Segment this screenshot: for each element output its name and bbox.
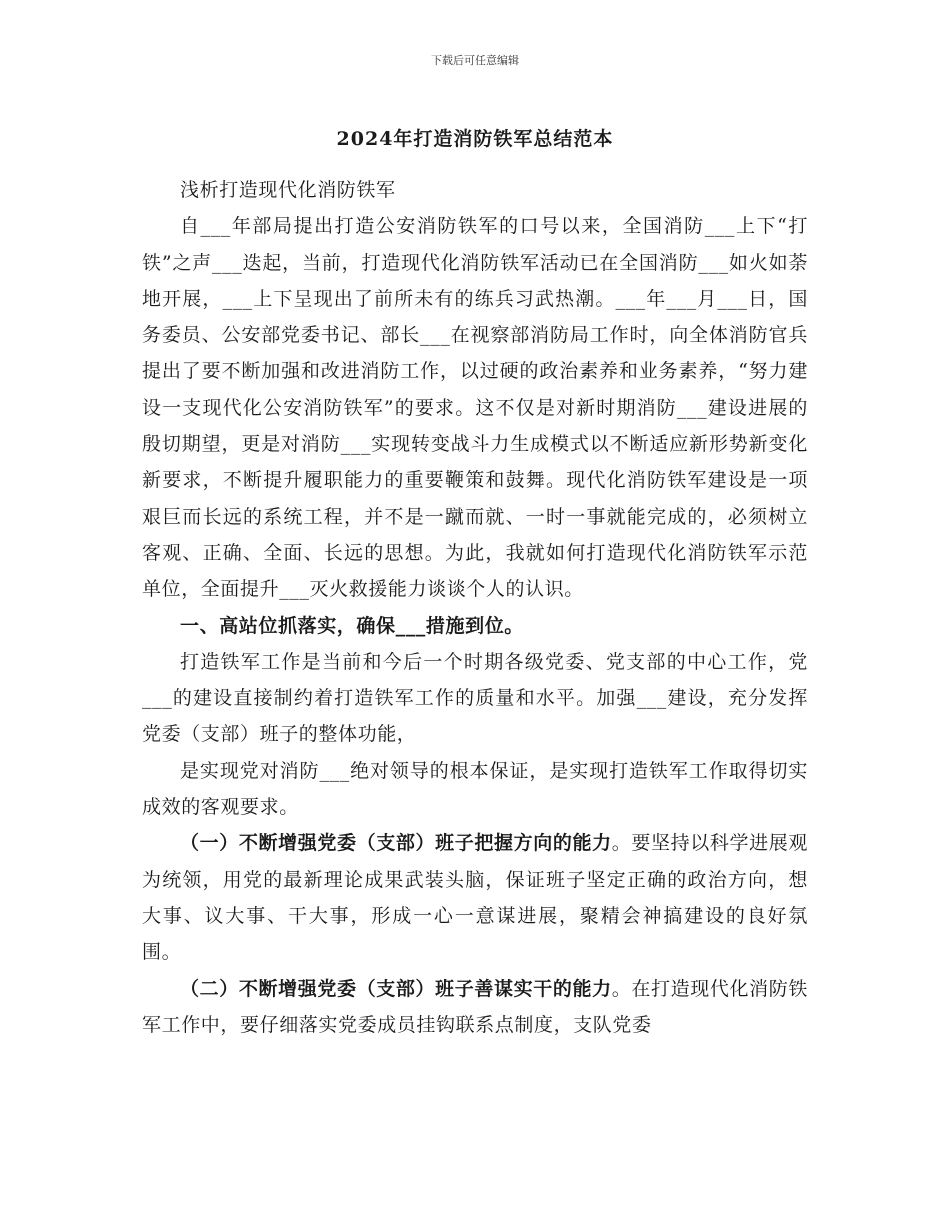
document-title: 2024年打造消防铁军总结范本 [336,128,614,150]
subsection-text-1: 。要坚持以科学进展观为统领，用党的最新理论成果武装头脑，保证班子坚定正确的政治方向，想大事、议大事、干大事，形成一心一意谋进展，聚精会神搞建设的良好氛围。 [142,832,808,964]
page-header-note: 下载后可任意编辑 [431,54,519,67]
subsection-text-2: 。在打造现代化消防铁军工作中，要仔细落实党委成员挂钩联系点制度，支队党委 [142,977,808,1036]
subsection-heading-2: （二）不断增强党委（支部）班子善谋实干的能力 [180,977,612,1000]
paragraph-section-1b: 是实现党对消防___绝对领导的根本保证，是实现打造铁军工作取得切实成效的客观要求。 [142,759,808,819]
subsection-heading-1: （一）不断增强党委（支部）班子把握方向的能力 [180,832,612,855]
paragraph-subsection-2 [142,971,808,1044]
section-heading-1: 一、高站位抓落实，确保___措施到位。 [180,614,524,637]
document-body [142,172,808,1043]
paragraph-intro: 自___年部局提出打造公安消防铁军的口号以来，全国消防___上下“打铁”之声___迭起，当前，打造现代化消防铁军活动已在全国消防___如火如荼地开展，___上下呈现出了前所未有的练兵习武热潮。___年___月___日，国务委员、公安部党委书记、部长___在视察部消防局工作时，向全体消防官兵提出了要不断加强和改进消防工作，以过硬的政治素养和业务素养，“努力建设一支现代化公安消防铁军”的要求。这不仅是对新时期消防___建设进展的殷切期望，更是对消防___实现转变战斗力生成模式以不断适应新形势新变化新要求，不断提升履职能力的重要鞭策和鼓舞。现代化消防铁军建设是一项艰巨而长远的系统工程，并不是一蹴而就、一时一事就能完成的，必须树立客观、正确、全面、长远的思想。为此，我就如何打造现代化消防铁军示范单位，全面提升___灭火救援能力谈谈个人的认识。 [142,215,808,601]
paragraph-subtitle: 浅析打造现代化消防铁军 [180,179,396,201]
paragraph-section-1a: 打造铁军工作是当前和今后一个时期各级党委、党支部的中心工作，党___的建设直接制约着打造铁军工作的质量和水平。加强___建设，充分发挥党委（支部）班子的整体功能， [142,650,808,746]
paragraph-subsection-1 [142,825,808,970]
